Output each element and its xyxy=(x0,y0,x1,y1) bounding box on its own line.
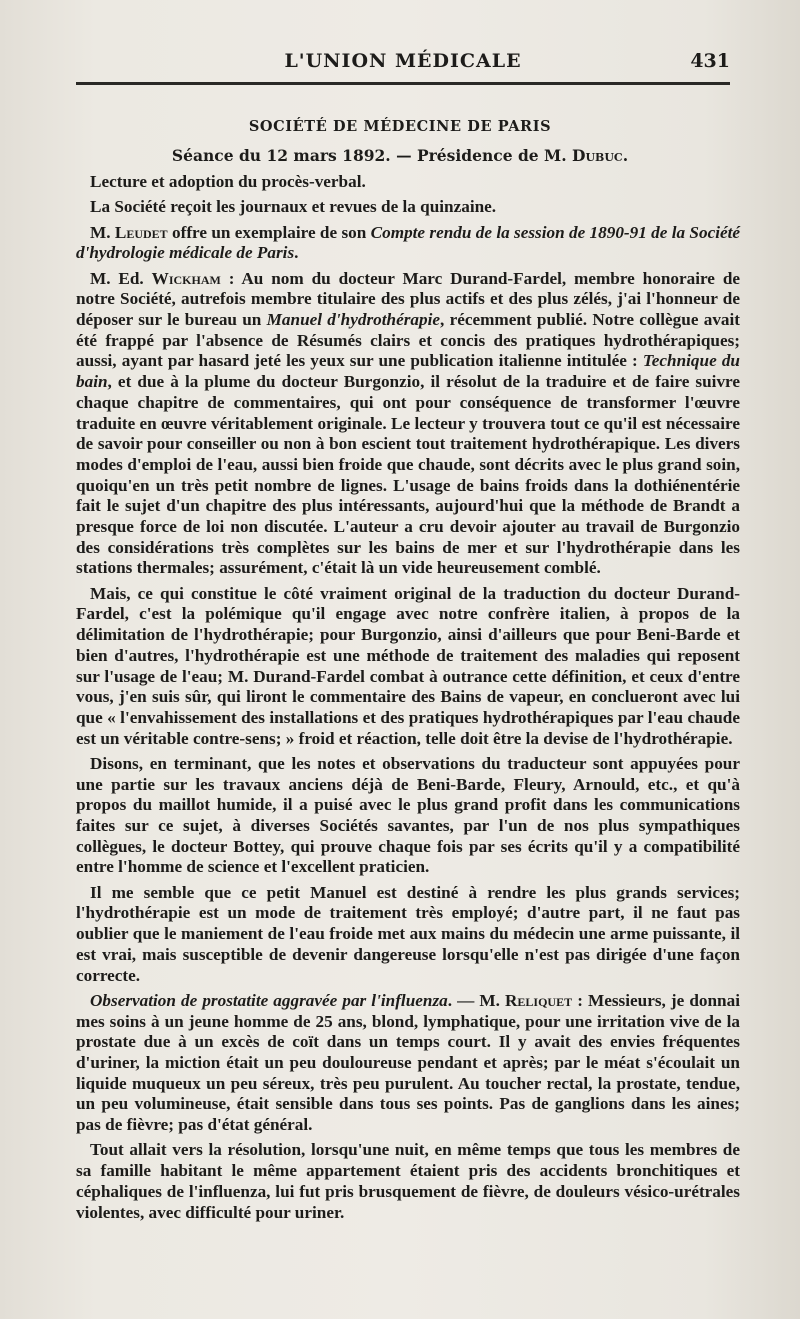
session-line xyxy=(0,146,800,165)
article-body xyxy=(76,172,740,1228)
paragraph-manual-value: Il me semble que ce petit Manuel est destiné à rendre les plus grands services; l'hydrothérapie est un mode de traitement très employé; d'autre part, il ne faut pas oublier que le maniement de l'eau froide met aux mains du médecin une arme puissante, il est vrai, mais susceptible de devenir dangereuse lorsqu'elle n'est pas dirigée d'une façon correcte. xyxy=(76,882,740,985)
text-fragment: : Messieurs, je donnai mes soins à un jeune homme de 25 ans, blond, lymphatique, pour une irritation vive de la prostate due à un excès de coït dans un temps court. Il y avait des envies fréquentes d'uriner, la miction était un peu douloureuse pendant et après; par le méat s'écoulait un liquide muqueux un peu séreux, très peu purulent. Au toucher rectal, la prostate, tendue, un peu volumineuse, était sensible dans tous ses points. Pas de ganglions dans les aines; pas de fièvre; pas d'état général. xyxy=(76,990,740,1135)
page-number: 431 xyxy=(690,50,730,72)
speaker-name: Wickham xyxy=(151,268,221,288)
speaker-name: Leudet xyxy=(114,222,168,242)
paragraph-journals: La Société reçoit les journaux et revues de la quinzaine. xyxy=(90,197,497,217)
paragraph-polemic: Mais, ce qui constitue le côté vraiment original de la traduction du docteur Durand-Fardel, c'est la polémique qu'il engage avec notre confrère italien, à propos de la délimitation de l'hydrothérapie; pour Burgonzio, ainsi d'ailleurs que pour Beni-Barde et bien d'autres, l'hydrothérapie est une méthode de traitement des maladies qui reposent sur l'usage de l'eau; M. Durand-Fardel combat à outrance cette définition, et ceux d'entre vous, j'en suis sûr, qui liront le commentaire des Bains de vapeur, en conclueront avec lui que « l'envahissement des installations et des pratiques hydrothérapiques par l'eau chaude est un véritable contre-sens; » froid et réaction, telle doit être la devise de l'hydrothérapie. xyxy=(76,583,740,748)
session-president: Dubuc xyxy=(572,146,623,165)
paragraph-wickham xyxy=(76,269,740,580)
text-fragment: . xyxy=(294,243,299,263)
observation-title: Observation de prostatite aggravée par l'influenza xyxy=(90,990,448,1010)
text-fragment: : Au nom du docteur Marc Durand-Fardel, membre honoraire de notre Société, autrefois membre titulaire des plus actifs et des plus zélés, j'ai l'honneur de déposer sur le bureau un xyxy=(76,268,741,329)
session-date-text: Séance du 12 mars 1892. — Présidence de M. xyxy=(171,146,572,165)
text-fragment: offre un exemplaire de son xyxy=(167,222,371,242)
text-fragment: M. xyxy=(90,222,115,242)
text-fragment: , et due à la plume du docteur Burgonzio, il résolut de la traduire et de faire suivre chaque chapitre de commentaires, qui ont pour conséquence de transformer l'œuvre traduite en œuvre véritablement originale. Le lecteur y trouvera tout ce qu'il est nécessaire de savoir pour conseiller ou non à bon escient tout traitement hydrothérapique. Les divers modes d'emploi de l'eau, aussi bien froide que chaude, sont décrits avec le plus grand soin, quoiqu'en un très petit nombre de lignes. L'usage de bains froids dans la dothiénentérie fait le sujet d'un chapitre des plus intéressants, aujourd'hui que la méthode de Brandt a presque force de loi non discutée. L'auteur a cru devoir ajouter au travail de Burgonzio des considérations très complètes sur les bains de mer et sur l'hydrothérapie dans les stations thermales; assurément, c'était là un vide heureusement comblé. xyxy=(76,372,740,578)
book-title: Technique du bain xyxy=(76,351,740,392)
text-fragment: , récemment publié. Notre collègue avait été frappé par l'absence de Résumés clairs et concis des pratiques hydrothérapiques; aussi, ayant par hasard jeté les yeux sur une publication italienne intitulée : xyxy=(76,310,741,371)
paragraph-minutes: Lecture et adoption du procès-verbal. xyxy=(90,172,366,191)
book-title: Compte rendu de la session de 1890-91 de la Société d'hydrologie médicale de Paris xyxy=(76,222,741,263)
book-title: Manuel d'hydrothérapie xyxy=(266,310,440,329)
text-fragment: . — M. xyxy=(447,990,505,1010)
section-title: SOCIÉTÉ DE MÉDECINE DE PARIS xyxy=(248,118,552,135)
paragraph-leudet xyxy=(76,223,740,264)
paragraph-conclusion: Disons, en terminant, que les notes et observations du traducteur sont appuyées pour une partie sur les travaux anciens déjà de Beni-Barde, Fleury, Arnould, etc., et qu'à propos du maillot humide, il a puisé avec le plus grand profit dans les communications faites sur ce sujet, à diverses Sociétés savantes, par l'un de nos plus sympathiques collègues, le docteur Bottey, qui prouve chaque fois par ses écrits qu'il y a compatibilité entre l'homme de science et l'excellent praticien. xyxy=(76,753,740,877)
speaker-name: Reliquet xyxy=(505,990,573,1010)
page-header xyxy=(76,48,730,85)
paragraph-prostatitis xyxy=(76,991,740,1136)
text-fragment: M. Ed. xyxy=(90,268,152,288)
paragraph-influenza: Tout allait vers la résolution, lorsqu'une nuit, en même temps que tous les membres de sa famille habitant le même appartement étaient pris des accidents bronchitiques et céphaliques de l'influenza, lui fut pris brusquement de fièvre, de douleurs vésico-urétrales violentes, avec difficulté pour uriner. xyxy=(76,1140,740,1222)
session-line-end: . xyxy=(622,146,629,165)
running-title: L'UNION MÉDICALE xyxy=(284,50,522,72)
